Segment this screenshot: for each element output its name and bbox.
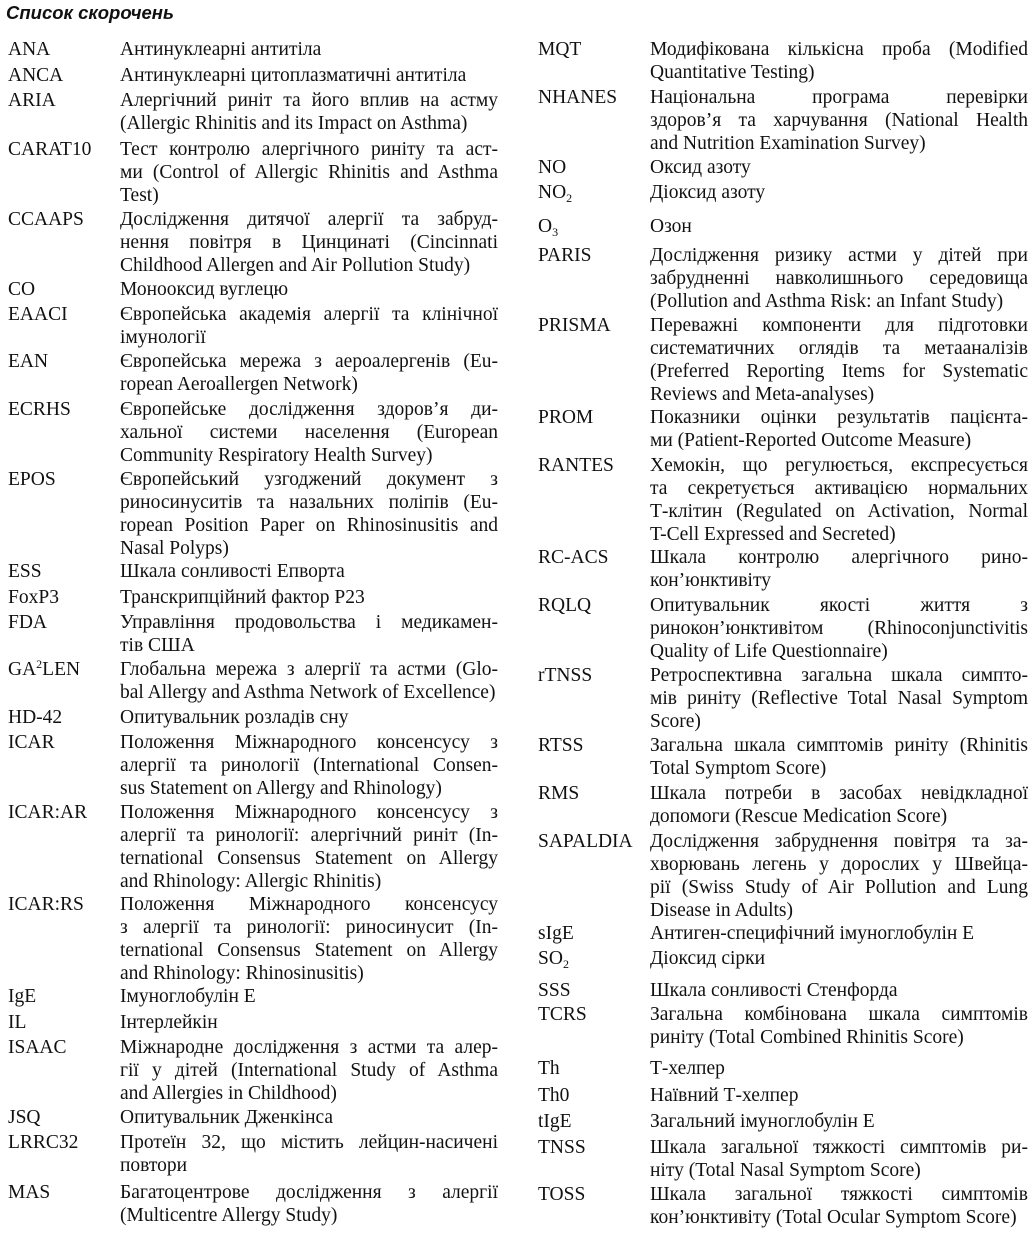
abbreviation-entry — [538, 1003, 1028, 1049]
abbreviation-entry — [8, 586, 498, 609]
definition-line: Наївний Т-хелпер — [650, 1085, 799, 1106]
abbreviation-term: EAN — [8, 351, 49, 372]
abbreviation-term: CCAAPS — [8, 209, 84, 230]
abbreviation-entry — [538, 947, 1028, 970]
abbreviation-term: RANTES — [538, 455, 614, 476]
definition-line: and Allergies in Childhood) — [120, 1083, 337, 1104]
definition-line: Опитувальник якості життя з — [650, 595, 1028, 616]
abbreviation-definition — [650, 454, 1028, 546]
definition-line: імунології — [120, 327, 206, 348]
definition-line: Алергічний риніт та його вплив на астму — [120, 90, 498, 111]
abbreviation-term: SAPALDIA — [538, 831, 633, 852]
definition-line: Антинуклеарні антитіла — [120, 39, 322, 60]
definition-line: ми (Control of Allergic Rhinitis and Asthma — [120, 162, 498, 183]
definition-line: Total Symptom Score) — [650, 758, 827, 779]
abbreviation-term: TOSS — [538, 1184, 586, 1205]
definition-line: Переважні компоненти для підготовки — [650, 315, 1028, 336]
abbreviation-definition — [120, 398, 498, 467]
abbreviation-entry — [538, 1183, 1028, 1229]
abbreviation-definition — [120, 138, 498, 207]
abbreviation-entry — [8, 985, 498, 1008]
abbreviation-definition — [120, 985, 498, 1008]
definition-line: алергії та ринології: алергічний риніт (In- — [120, 825, 498, 846]
abbreviation-term: TNSS — [538, 1137, 586, 1158]
definition-line: and Nutrition Examination Survey) — [650, 133, 926, 154]
abbreviation-term: PRISMA — [538, 315, 611, 336]
abbreviation-definition — [120, 658, 498, 704]
definition-line: Загальна шкала симптомів риніту (Rhinitis — [650, 735, 1028, 756]
abbreviation-term: IL — [8, 1012, 27, 1033]
abbreviation-entry — [538, 406, 1028, 452]
abbreviation-definition — [650, 782, 1028, 828]
abbreviation-term: RMS — [538, 783, 580, 804]
abbreviation-entry — [538, 314, 1028, 406]
abbreviation-term — [8, 658, 120, 704]
definition-line: ternational Consensus Statement on Allergy — [120, 848, 498, 869]
abbreviation-definition — [650, 830, 1028, 922]
abbreviation-entry — [8, 38, 498, 61]
abbreviation-entry — [8, 350, 498, 396]
abbreviation-term — [538, 215, 650, 238]
subscript: 2 — [566, 191, 573, 205]
definition-line: з алергії та ринології: риносинусит (In- — [120, 917, 498, 938]
abbreviation-definition — [120, 350, 498, 396]
abbreviation-definition — [120, 893, 498, 985]
abbreviation-definition — [120, 801, 498, 893]
abbreviation-entry — [8, 138, 498, 207]
abbreviation-entry — [8, 89, 498, 135]
definition-line: Інтерлейкін — [120, 1012, 218, 1033]
abbreviation-definition — [120, 1011, 498, 1034]
definition-line: кон’юнктивіту (Total Ocular Symptom Score) — [650, 1207, 1017, 1228]
abbreviation-definition — [120, 89, 498, 135]
abbreviation-entry — [8, 560, 498, 583]
definition-line: and Rhinology: Rhinosinusitis) — [120, 963, 364, 984]
abbreviation-entry — [8, 278, 498, 301]
definition-line: sus Statement on Allergy and Rhinology) — [120, 778, 442, 799]
abbreviation-term: LRRC32 — [8, 1132, 79, 1153]
definition-line: Score) — [650, 711, 701, 732]
definition-line: Шкала сонливості Епворта — [120, 561, 345, 582]
definition-line: систематичних оглядів та метааналізів — [650, 338, 1028, 359]
page-title: Список скорочень — [6, 2, 174, 23]
definition-line: повтори — [120, 1155, 188, 1176]
definition-line: Положення Міжнародного консенсусу з — [120, 802, 498, 823]
definition-line: Childhood Allergen and Air Pollution Study) — [120, 255, 471, 276]
abbreviation-term: IgE — [8, 986, 37, 1007]
abbreviation-term-part: LEN — [42, 659, 81, 680]
abbreviation-term: ARIA — [8, 90, 56, 111]
definition-line: Шкала сонливості Стенфорда — [650, 980, 898, 1001]
abbreviation-entry — [538, 830, 1028, 922]
abbreviation-entry — [8, 468, 498, 560]
subscript: 2 — [562, 957, 569, 971]
abbreviation-definition — [650, 546, 1028, 592]
definition-line: та секретується активацією нормальних — [650, 478, 1028, 499]
definition-line: Національна програма перевірки — [650, 87, 1028, 108]
definition-line: ropean Position Paper on Rhinosinusitis and — [120, 515, 498, 536]
abbreviation-entry — [538, 454, 1028, 546]
abbreviation-entry — [8, 731, 498, 800]
abbreviation-term: sIgE — [538, 923, 574, 944]
abbreviation-entry — [538, 181, 1028, 204]
abbreviation-term: SSS — [538, 980, 571, 1001]
abbreviation-term: rTNSS — [538, 665, 593, 686]
abbreviation-entry — [8, 64, 498, 87]
abbreviation-definition — [120, 611, 498, 657]
abbreviation-definition — [650, 979, 1028, 1002]
abbreviation-definition — [120, 1131, 498, 1177]
definition-line: Disease in Adults) — [650, 900, 793, 921]
abbreviation-term: FDA — [8, 612, 48, 633]
abbreviation-entry — [8, 801, 498, 893]
abbreviation-entry — [538, 1057, 1028, 1080]
definition-line: Глобальна мережа з алергії та астми (Glo- — [120, 659, 498, 680]
abbreviation-definition — [650, 244, 1028, 313]
abbreviation-definition — [650, 1183, 1028, 1229]
definition-line: Діоксид азоту — [650, 182, 766, 203]
abbreviation-definition — [650, 1057, 1028, 1080]
definition-line: Показники оцінки результатів пацієнта- — [650, 407, 1028, 428]
definition-line: Шкала загальної тяжкості симптомів — [650, 1184, 1028, 1205]
abbreviation-entry — [8, 303, 498, 349]
definition-line: Quantitative Testing) — [650, 62, 815, 83]
definition-line: ternational Consensus Statement on Allergy — [120, 940, 498, 961]
abbreviation-definition — [120, 468, 498, 560]
abbreviation-definition — [650, 406, 1028, 452]
definition-line: Т-клітин (Regulated on Activation, Normal — [650, 501, 1028, 522]
abbreviation-definition — [650, 86, 1028, 155]
definition-line: ми (Patient-Reported Outcome Measure) — [650, 430, 972, 451]
abbreviation-entry — [8, 1131, 498, 1177]
abbreviation-entry — [538, 664, 1028, 733]
definition-line: гії у дітей (International Study of Asthma — [120, 1060, 498, 1081]
abbreviation-definition — [650, 594, 1028, 663]
definition-line: Управління продовольства і медикамен- — [120, 612, 498, 633]
definition-line: Міжнародне дослідження з астми та алер- — [120, 1037, 498, 1058]
abbreviation-term: TCRS — [538, 1004, 587, 1025]
abbreviation-definition — [120, 303, 498, 349]
abbreviation-entry — [538, 38, 1028, 84]
definition-line: риносинуситів та назальних поліпів (Eu- — [120, 492, 498, 513]
abbreviation-entry — [538, 244, 1028, 313]
abbreviation-definition — [120, 208, 498, 277]
definition-line: Озон — [650, 216, 692, 237]
definition-line: Nasal Polyps) — [120, 538, 229, 559]
abbreviation-term-part: GA — [8, 659, 37, 680]
definition-line: Діоксид сірки — [650, 948, 766, 969]
abbreviation-entry — [8, 706, 498, 729]
definition-line: and Rhinology: Allergic Rhinitis) — [120, 871, 382, 892]
abbreviation-term-part: SO — [538, 948, 563, 969]
abbreviation-term: RC-ACS — [538, 547, 609, 568]
abbreviation-term-part: NO — [538, 182, 567, 203]
abbreviation-term: FoxP3 — [8, 587, 59, 608]
abbreviation-definition — [650, 1003, 1028, 1049]
abbreviation-entry — [538, 546, 1028, 592]
definition-line: Положення Міжнародного консенсусу з — [120, 732, 498, 753]
abbreviation-term: ECRHS — [8, 399, 71, 420]
abbreviation-entry — [8, 1011, 498, 1034]
abbreviation-definition — [650, 181, 1028, 204]
abbreviation-definition — [650, 1084, 1028, 1107]
abbreviation-definition — [650, 1110, 1028, 1133]
abbreviation-definition — [120, 64, 498, 87]
definition-line: ropean Aeroallergen Network) — [120, 374, 358, 395]
definition-line: Хемокін, що регулюється, експресується — [650, 455, 1028, 476]
definition-line: Монооксид вуглецю — [120, 279, 289, 300]
abbreviation-entry — [8, 208, 498, 277]
definition-line: Т-хелпер — [650, 1058, 725, 1079]
definition-line: забрудненні навколишнього середовища — [650, 268, 1028, 289]
definition-line: Ретроспективна загальна шкала симпто- — [650, 665, 1028, 686]
definition-line: ринокон’юнктивітом (Rhinoconjunctivitis — [650, 618, 1028, 639]
definition-line: хворювань легень у дорослих у Швейца- — [650, 854, 1028, 875]
abbreviation-entry — [538, 215, 1028, 238]
definition-line: (Preferred Reporting Items for Systematic — [650, 361, 1028, 382]
abbreviation-entry — [8, 1181, 498, 1227]
definition-line: Європейська академія алергії та клінічної — [120, 304, 498, 325]
abbreviation-entry — [538, 922, 1028, 945]
definition-line: Test) — [120, 185, 159, 206]
abbreviation-entry — [8, 1106, 498, 1129]
definition-line: Європейський узгоджений документ з — [120, 469, 498, 490]
definition-line: T-Cell Expressed and Secreted) — [650, 524, 896, 545]
abbreviation-entry — [538, 734, 1028, 780]
definition-line: Reviews and Meta-analyses) — [650, 384, 875, 405]
abbreviation-definition — [650, 734, 1028, 780]
abbreviation-definition — [120, 1036, 498, 1105]
definition-line: риніту (Total Combined Rhinitis Score) — [650, 1027, 964, 1048]
definition-line: Дослідження забруднення повітря та за- — [650, 831, 1028, 852]
abbreviation-term-part: O — [538, 216, 553, 237]
abbreviation-entry — [538, 979, 1028, 1002]
abbreviation-definition — [120, 278, 498, 301]
abbreviation-definition — [650, 156, 1028, 179]
abbreviation-entry — [538, 1136, 1028, 1182]
abbreviation-definition — [650, 215, 1028, 238]
abbreviation-term: EAACI — [8, 304, 68, 325]
abbreviation-definition — [120, 1106, 498, 1129]
definition-line: Модифікована кількісна проба (Modified — [650, 39, 1028, 60]
abbreviation-term: EPOS — [8, 469, 56, 490]
definition-line: Дослідження дитячої алергії та забруд- — [120, 209, 498, 230]
abbreviation-definition — [650, 314, 1028, 406]
abbreviation-term: MQT — [538, 39, 582, 60]
abbreviation-term: MAS — [8, 1182, 51, 1203]
definition-line: Європейське дослідження здоров’я ди- — [120, 399, 498, 420]
abbreviation-entry — [8, 1036, 498, 1105]
abbreviation-definition — [120, 731, 498, 800]
abbreviation-entry — [8, 658, 498, 704]
abbreviation-term: JSQ — [8, 1107, 41, 1128]
abbreviation-term: ICAR:AR — [8, 802, 88, 823]
abbreviation-term: PARIS — [538, 245, 592, 266]
abbreviation-term: ICAR:RS — [8, 894, 84, 915]
abbreviation-term: NHANES — [538, 87, 618, 108]
definition-line: Community Respiratory Health Survey) — [120, 445, 433, 466]
abbreviation-term: tIgE — [538, 1111, 572, 1132]
definition-line: bal Allergy and Asthma Network of Excellence) — [120, 682, 496, 703]
definition-line: Опитувальник Дженкінса — [120, 1107, 334, 1128]
abbreviation-term: CO — [8, 279, 36, 300]
abbreviation-term: NO — [538, 157, 567, 178]
abbreviation-term: RTSS — [538, 735, 584, 756]
definition-line: здоров’я та харчування (National Health — [650, 110, 1028, 131]
abbreviation-entry — [8, 611, 498, 657]
definition-line: Багатоцентрове дослідження з алергії — [120, 1182, 498, 1203]
abbreviation-definition — [650, 1136, 1028, 1182]
superscript: 2 — [36, 657, 43, 671]
definition-line: ніту (Total Nasal Symptom Score) — [650, 1160, 921, 1181]
abbreviation-entry — [8, 398, 498, 467]
definition-line: хальної системи населення (European — [120, 422, 498, 443]
definition-line: (Allergic Rhinitis and its Impact on Asthma) — [120, 113, 468, 134]
abbreviation-term — [538, 947, 650, 970]
definition-line: нення повітря в Цинцинаті (Cincinnati — [120, 232, 498, 253]
abbreviation-term: PROM — [538, 407, 594, 428]
abbreviation-entry — [538, 1110, 1028, 1133]
abbreviation-term: ANA — [8, 39, 51, 60]
abbreviation-entry — [538, 86, 1028, 155]
definition-line: (Pollution and Asthma Risk: an Infant Study) — [650, 291, 1004, 312]
definition-line: Шкала потреби в засобах невідкладної — [650, 783, 1028, 804]
definition-line: (Multicentre Allergy Study) — [120, 1205, 338, 1226]
abbreviation-term: HD-42 — [8, 707, 63, 728]
definition-line: Дослідження ризику астми у дітей при — [650, 245, 1028, 266]
definition-line: Положення Міжнародного консенсусу — [120, 894, 498, 915]
definition-line: Опитувальник розладів сну — [120, 707, 349, 728]
definition-line: Протеїн 32, що містить лейцин-насичені — [120, 1132, 498, 1153]
definition-line: Шкала загальної тяжкості симптомів ри- — [650, 1137, 1028, 1158]
definition-line: допомоги (Rescue Medication Score) — [650, 806, 948, 827]
abbreviation-definition — [120, 560, 498, 583]
definition-line: мів риніту (Reflective Total Nasal Symptom — [650, 688, 1028, 709]
abbreviation-term — [538, 181, 650, 204]
abbreviation-entry — [538, 1084, 1028, 1107]
abbreviation-definition — [120, 38, 498, 61]
definition-line: Європейська мережа з аероалергенів (Eu- — [120, 351, 498, 372]
abbreviation-term: ICAR — [8, 732, 55, 753]
abbreviation-definition — [120, 706, 498, 729]
definition-line: алергії та ринології (International Consen- — [120, 755, 498, 776]
abbreviation-entry — [538, 594, 1028, 663]
abbreviation-term: ISAAC — [8, 1037, 67, 1058]
abbreviation-term: RQLQ — [538, 595, 592, 616]
abbreviation-term: ESS — [8, 561, 42, 582]
definition-line: тів США — [120, 635, 195, 656]
definition-line: Транскрипційний фактор P23 — [120, 587, 365, 608]
abbreviation-entry — [538, 782, 1028, 828]
definition-line: Шкала контролю алергічного рино- — [650, 547, 1028, 568]
definition-line: Імуноглобулін Е — [120, 986, 256, 1007]
definition-line: кон’юнктивіту — [650, 570, 771, 591]
definition-line: Загальна комбінована шкала симптомів — [650, 1004, 1028, 1025]
abbreviation-definition — [650, 664, 1028, 733]
abbreviation-definition — [650, 922, 1028, 945]
definition-line: Антиген-специфічний імуноглобулін Е — [650, 923, 975, 944]
abbreviation-term: CARAT10 — [8, 139, 92, 160]
abbreviation-term: Th0 — [538, 1085, 570, 1106]
definition-line: Оксид азоту — [650, 157, 751, 178]
abbreviation-definition — [120, 1181, 498, 1227]
abbreviation-definition — [120, 586, 498, 609]
subscript: 3 — [552, 225, 559, 239]
abbreviation-definition — [650, 947, 1028, 970]
abbreviation-entry — [8, 893, 498, 985]
definition-line: Quality of Life Questionnaire) — [650, 641, 888, 662]
abbreviation-term: Th — [538, 1058, 560, 1079]
abbreviation-definition — [650, 38, 1028, 84]
definition-line: Тест контролю алергічного риніту та аст- — [120, 139, 498, 160]
definition-line: рії (Swiss Study of Air Pollution and Lung — [650, 877, 1028, 898]
definition-line: Антинуклеарні цитоплазматичні антитіла — [120, 65, 467, 86]
abbreviation-entry — [538, 156, 1028, 179]
abbreviation-term: ANCA — [8, 65, 64, 86]
definition-line: Загальний імуноглобулін Е — [650, 1111, 875, 1132]
